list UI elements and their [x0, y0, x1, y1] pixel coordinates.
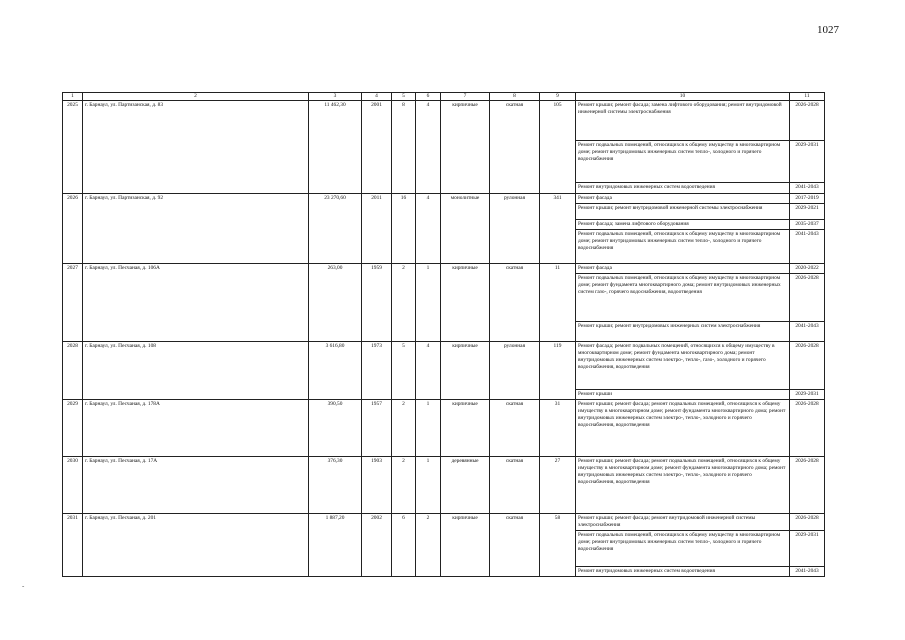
- building-year: 2002: [362, 514, 392, 577]
- column-number: 7: [441, 93, 490, 101]
- building-year: 1903: [362, 457, 392, 514]
- building-roof: скатная: [490, 457, 540, 514]
- building-roof: скатная: [490, 400, 540, 457]
- building-floors: 6: [392, 514, 416, 577]
- building-walls: кирпичные: [441, 264, 490, 342]
- work-description: Ремонт фасада: [576, 264, 790, 274]
- work-description: Ремонт крыши; ремонт фасада; ремонт внутридомовой инженерной системы электроснабжения: [576, 514, 790, 531]
- building-address: г. Барнаул, ул. Партизанская, д. 92: [83, 194, 309, 264]
- column-number: 6: [416, 93, 441, 101]
- building-number: 2028: [63, 342, 83, 400]
- building-area: 1 887,20: [309, 514, 362, 577]
- table-row: [63, 457, 825, 514]
- column-number: 11: [790, 93, 825, 101]
- building-area: 263,00: [309, 264, 362, 342]
- building-roof: скатная: [490, 264, 540, 342]
- work-description: Ремонт крыши; ремонт внутридомовых инженерных систем электроснабжения: [576, 322, 790, 342]
- housing-register-table: [62, 92, 825, 577]
- work-period: 2026-2028: [790, 400, 825, 457]
- work-period: 2029-2031: [790, 141, 825, 183]
- building-residents: 119: [540, 342, 576, 400]
- work-description: Ремонт крыши; ремонт фасада; ремонт подвальных помещений, относящихся к общему имуществу в многоквартирном доме; ремонт фундамента многоквартирного дома; ремонт внутридомовых инженерных систем электро-, тепло-, холодного и горячего водоснабжения, водоотведения: [576, 457, 790, 514]
- work-description: Ремонт фасада: [576, 194, 790, 204]
- work-period: 2026-2028: [790, 457, 825, 514]
- table-row: [63, 101, 825, 141]
- work-period: 2026-2028: [790, 101, 825, 141]
- building-number: 2026: [63, 194, 83, 264]
- column-number: 10: [576, 93, 790, 101]
- building-walls: монолитные: [441, 194, 490, 264]
- building-number: 2027: [63, 264, 83, 342]
- building-residents: 105: [540, 101, 576, 194]
- building-roof: рулонная: [490, 342, 540, 400]
- page-number: 1027: [817, 24, 839, 36]
- building-year: 1957: [362, 400, 392, 457]
- building-area: 390,50: [309, 400, 362, 457]
- column-number: 5: [392, 93, 416, 101]
- table-row: [63, 194, 825, 204]
- work-description: Ремонт подвальных помещений, относящихся к общему имуществу в многоквартирном доме; ремонт внутридомовых инженерных систем тепло-, холодного и горячего водоснабжения: [576, 141, 790, 183]
- column-number: 1: [63, 93, 83, 101]
- building-floors: 16: [392, 194, 416, 264]
- building-roof: рулонная: [490, 194, 540, 264]
- work-description: Ремонт крыши; ремонт фасада; ремонт подвальных помещений, относящихся к общему имуществу в многоквартирном доме; ремонт фундамента многоквартирного дома; ремонт внутридомовых инженерных систем электро-, тепло-, холодного и горячего водоснабжения, водоотведения: [576, 400, 790, 457]
- building-number: 2029: [63, 400, 83, 457]
- table-row: [63, 342, 825, 390]
- column-number: 3: [309, 93, 362, 101]
- work-period: 2035-2037: [790, 220, 825, 230]
- building-floors: 2: [392, 264, 416, 342]
- building-area: 23 270,60: [309, 194, 362, 264]
- work-period: 2026-2028: [790, 514, 825, 531]
- building-roof: скатная: [490, 101, 540, 194]
- column-number: 8: [490, 93, 540, 101]
- column-number-row: [63, 93, 825, 101]
- work-period: 2020-2022: [790, 264, 825, 274]
- building-residents: 341: [540, 194, 576, 264]
- building-residents: 11: [540, 264, 576, 342]
- table-body: [63, 101, 825, 577]
- building-roof: скатная: [490, 514, 540, 577]
- building-address: г. Барнаул, ул. Песчаная, д. 106А: [83, 264, 309, 342]
- building-walls: деревянные: [441, 457, 490, 514]
- work-period: 2026-2028: [790, 342, 825, 390]
- building-residents: 27: [540, 457, 576, 514]
- building-walls: кирпичные: [441, 400, 490, 457]
- building-entrances: 4: [416, 342, 441, 400]
- work-description: Ремонт внутридомовых инженерных систем водоотведения: [576, 567, 790, 577]
- building-year: 2011: [362, 194, 392, 264]
- scan-mark: -: [22, 582, 25, 590]
- work-period: 2041-2043: [790, 567, 825, 577]
- building-area: 3 616,80: [309, 342, 362, 400]
- building-number: 2025: [63, 101, 83, 194]
- building-address: г. Барнаул, ул. Песчаная, д. 178А: [83, 400, 309, 457]
- work-period: 2029-2031: [790, 531, 825, 567]
- building-entrances: 2: [416, 514, 441, 577]
- work-description: Ремонт подвальных помещений, относящихся к общему имуществу в многоквартирном доме; ремонт внутридомовых инженерных систем тепло-, холодного и горячего водоснабжения: [576, 531, 790, 567]
- building-entrances: 1: [416, 400, 441, 457]
- work-description: Ремонт крыши: [576, 390, 790, 400]
- building-floors: 2: [392, 457, 416, 514]
- work-description: Ремонт подвальных помещений, относящихся к общему имуществу в многоквартирном доме; ремонт внутридомовых инженерных систем тепло-, холодного и горячего водоснабжения: [576, 230, 790, 264]
- column-number: 9: [540, 93, 576, 101]
- building-entrances: 1: [416, 457, 441, 514]
- work-period: 2041-2043: [790, 230, 825, 264]
- work-description: Ремонт фасада; замена лифтового оборудования: [576, 220, 790, 230]
- building-floors: 2: [392, 400, 416, 457]
- column-number: 2: [83, 93, 309, 101]
- building-residents: 58: [540, 514, 576, 577]
- building-number: 2031: [63, 514, 83, 577]
- building-year: 1959: [362, 264, 392, 342]
- table-row: [63, 514, 825, 531]
- work-period: 2026-2028: [790, 274, 825, 322]
- building-walls: кирпичные: [441, 101, 490, 194]
- building-floors: 5: [392, 342, 416, 400]
- table-row: [63, 264, 825, 274]
- building-residents: 31: [540, 400, 576, 457]
- table-row: [63, 400, 825, 457]
- building-walls: кирпичные: [441, 514, 490, 577]
- building-address: г. Барнаул, ул. Партизанская, д. 83: [83, 101, 309, 194]
- building-entrances: 1: [416, 264, 441, 342]
- building-entrances: 4: [416, 194, 441, 264]
- building-address: г. Барнаул, ул. Песчаная, д. 108: [83, 342, 309, 400]
- building-entrances: 4: [416, 101, 441, 194]
- building-number: 2030: [63, 457, 83, 514]
- building-area: 376,30: [309, 457, 362, 514]
- building-address: г. Барнаул, ул. Песчаная, д. 201: [83, 514, 309, 577]
- building-year: 1973: [362, 342, 392, 400]
- building-year: 2001: [362, 101, 392, 194]
- work-description: Ремонт подвальных помещений, относящихся к общему имуществу в многоквартирном доме; ремонт фундамента многоквартирного дома; ремонт внутридомовых инженерных систем газо-, горячего водоснабжения, водоотведения: [576, 274, 790, 322]
- building-address: г. Барнаул, ул. Песчаная, д. 17А: [83, 457, 309, 514]
- work-period: 2017-2019: [790, 194, 825, 204]
- building-area: 11 462,30: [309, 101, 362, 194]
- building-walls: кирпичные: [441, 342, 490, 400]
- column-number: 4: [362, 93, 392, 101]
- work-description: Ремонт крыши; ремонт фасада; замена лифтового оборудования; ремонт внутридомовой инженерной системы электроснабжения: [576, 101, 790, 141]
- work-period: 2029-2021: [790, 204, 825, 220]
- work-description: Ремонт фасада; ремонт подвальных помещений, относящихся к общему имуществу в многоквартирном доме; ремонт фундамента многоквартирного дома; ремонт внутридомовых инженерных систем электро-, тепло-, газо-, холодного и горячего водоснабжения, водоотведения: [576, 342, 790, 390]
- work-description: Ремонт крыши; ремонт внутридомовой инженерной системы электроснабжения: [576, 204, 790, 220]
- work-period: 2041-2043: [790, 183, 825, 194]
- work-description: Ремонт внутридомовых инженерных систем водоотведения: [576, 183, 790, 194]
- work-period: 2029-2031: [790, 390, 825, 400]
- building-floors: 8: [392, 101, 416, 194]
- work-period: 2041-2043: [790, 322, 825, 342]
